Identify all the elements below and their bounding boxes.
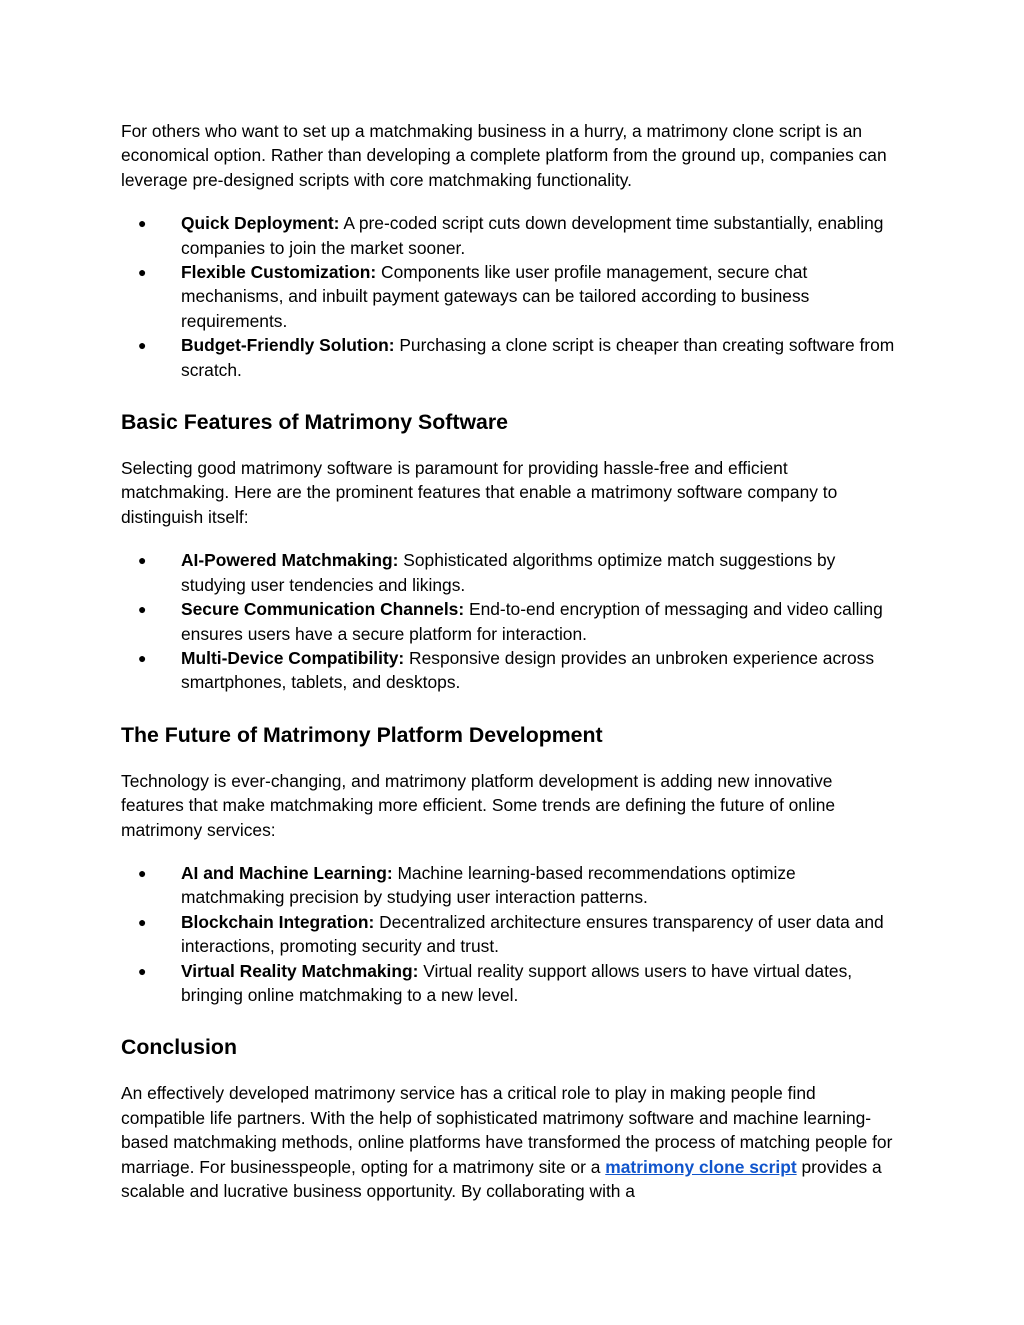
list-item-text: Virtual reality support allows users to have virtual dates, bringing online matchmaking to a new level. bbox=[181, 960, 853, 1005]
list-item-text: Components like user profile management, secure chat mechanisms, and inbuilt payment gateways can be tailored according to business requirements. bbox=[181, 262, 810, 331]
bullet-icon: ● bbox=[138, 601, 147, 618]
list-item-term: AI-Powered Matchmaking: bbox=[181, 550, 399, 571]
list-item bbox=[121, 548, 897, 597]
list-item-term: Virtual Reality Matchmaking: bbox=[181, 960, 419, 981]
list-item-term: Quick Deployment: bbox=[181, 213, 340, 234]
list-item-text: A pre-coded script cuts down development time substantially, enabling companies to join the market sooner. bbox=[181, 213, 884, 258]
list-item bbox=[121, 910, 897, 959]
list-item-text: End-to-end encryption of messaging and video calling ensures users have a secure platform for interaction. bbox=[181, 599, 883, 644]
list-item bbox=[121, 646, 897, 695]
bullet-icon: ● bbox=[138, 962, 147, 979]
bullet-icon: ● bbox=[138, 337, 147, 354]
list-item bbox=[121, 959, 897, 1008]
list-item-text: Decentralized architecture ensures transparency of user data and interactions, promoting security and trust. bbox=[181, 911, 884, 957]
conclusion-text-before: An effectively developed matrimony service has a critical role to play in making people find compatible life partners. With the help of sophisticated matrimony software and machine learning-based matchmaking methods, online platforms have transformed the process of matching people for marriage. For businesspeople, opting for a matrimony site or a bbox=[121, 1083, 893, 1177]
document-page bbox=[121, 119, 897, 1203]
list-item-term: Budget-Friendly Solution: bbox=[181, 335, 395, 356]
intro-paragraph: For others who want to set up a matchmaking business in a hurry, a matrimony clone script is an economical option. Rather than developing a complete platform from the ground up, companies can leverage pre-designed scripts with core matchmaking functionality. bbox=[121, 121, 887, 190]
section-heading-future: The Future of Matrimony Platform Development bbox=[121, 722, 603, 747]
list-item bbox=[121, 211, 897, 260]
list-item-term: AI and Machine Learning: bbox=[181, 862, 393, 883]
features-list bbox=[121, 548, 897, 694]
list-item-term: Secure Communication Channels: bbox=[181, 599, 465, 620]
bullet-icon: ● bbox=[138, 552, 147, 569]
deployment-benefits-list bbox=[121, 211, 897, 382]
list-item bbox=[121, 333, 897, 382]
bullet-icon: ● bbox=[138, 913, 147, 930]
list-item-text: Machine learning-based recommendations optimize matchmaking precision by studying user interaction patterns. bbox=[181, 862, 796, 908]
section-heading-conclusion: Conclusion bbox=[121, 1035, 237, 1060]
list-item-text: Sophisticated algorithms optimize match suggestions by studying user tendencies and likings. bbox=[181, 550, 836, 595]
section-heading-features: Basic Features of Matrimony Software bbox=[121, 410, 508, 435]
future-trends-list bbox=[121, 861, 897, 1007]
future-paragraph: Technology is ever-changing, and matrimony platform development is adding new innovative features that make matchmaking more efficient. Some trends are defining the future of online matrimony services: bbox=[121, 770, 836, 840]
bullet-icon: ● bbox=[138, 864, 147, 881]
list-item-text: Responsive design provides an unbroken experience across smartphones, tablets, and desktops. bbox=[181, 647, 875, 693]
list-item-term: Flexible Customization: bbox=[181, 262, 377, 283]
conclusion-text-after: provides a scalable and lucrative business opportunity. By collaborating with a bbox=[121, 1156, 882, 1201]
list-item bbox=[121, 260, 897, 333]
list-item-term: Blockchain Integration: bbox=[181, 911, 375, 932]
bullet-icon: ● bbox=[138, 215, 147, 232]
bullet-icon: ● bbox=[138, 264, 147, 281]
conclusion-paragraph bbox=[121, 1081, 897, 1203]
features-paragraph: Selecting good matrimony software is paramount for providing hassle-free and efficient matchmaking. Here are the prominent features that enable a matrimony software company to distinguish itself: bbox=[121, 458, 838, 527]
bullet-icon: ● bbox=[138, 649, 147, 666]
list-item bbox=[121, 597, 897, 646]
list-item bbox=[121, 861, 897, 910]
list-item-term: Multi-Device Compatibility: bbox=[181, 647, 405, 668]
list-item-text: Purchasing a clone script is cheaper than creating software from scratch. bbox=[181, 335, 895, 380]
matrimony-clone-script-link[interactable]: matrimony clone script bbox=[605, 1156, 797, 1177]
